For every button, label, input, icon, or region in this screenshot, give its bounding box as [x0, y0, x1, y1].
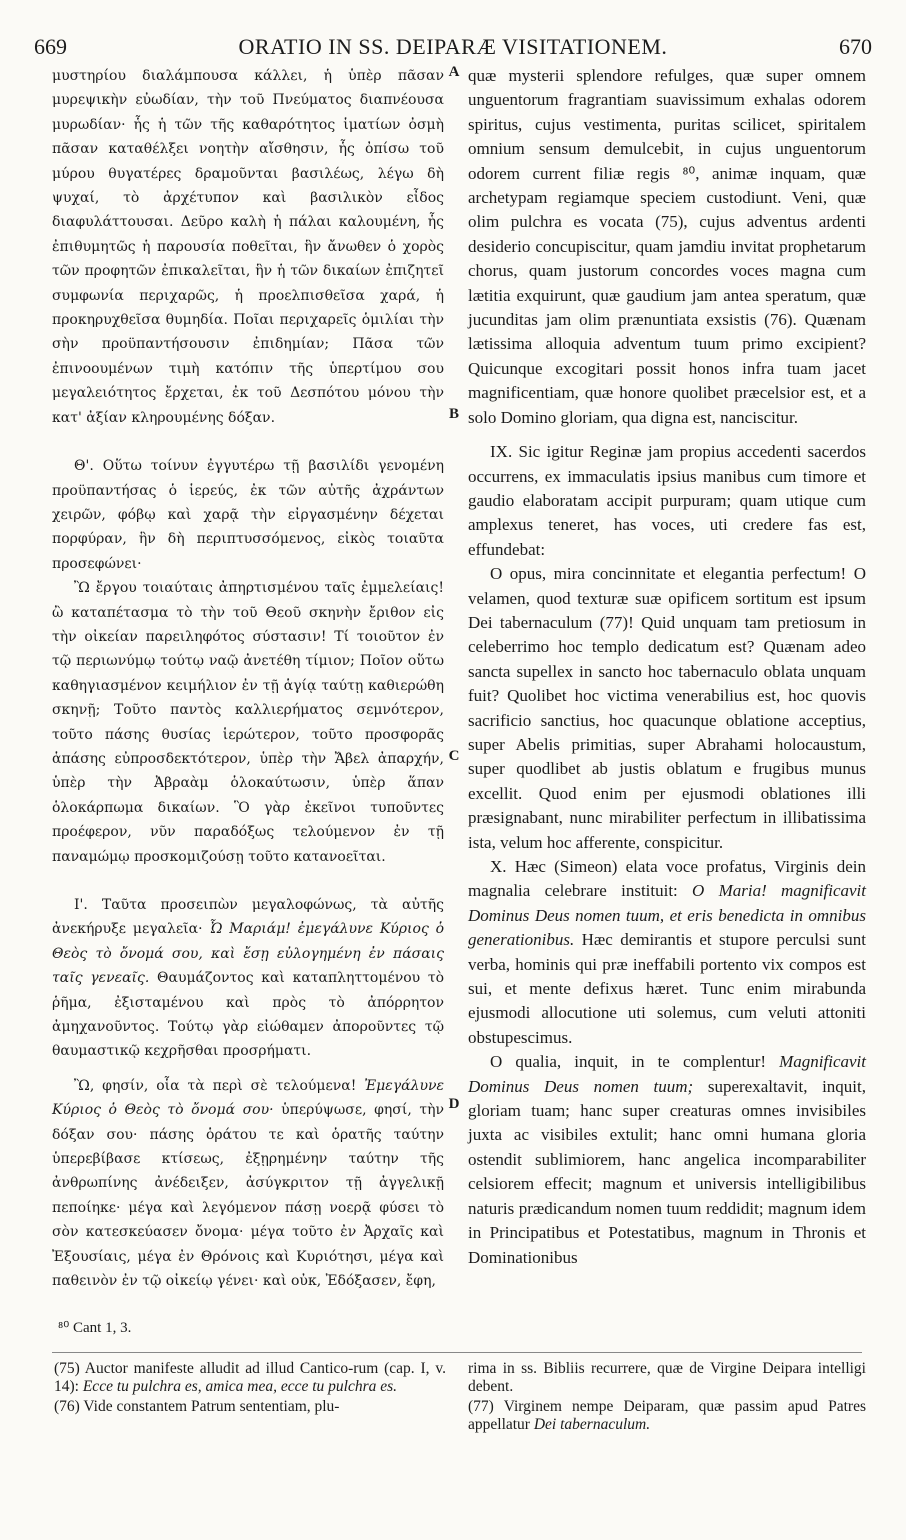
greek-p5-quote: Ἐμεγάλυνε Κύριος ὁ Θεὸς τὸ ὄνομά σου·	[52, 1077, 445, 1119]
page-header	[34, 34, 872, 64]
greek-paragraph-5	[52, 1074, 444, 1294]
footnote-75-quote: Ecce tu pulchra es, amica mea, ecce tu pulchra es.	[82, 1378, 398, 1395]
margin-letter-b: B	[448, 406, 459, 422]
footnote-77-quote: Dei tabernaculum.	[533, 1416, 651, 1433]
latin-p5-rest: superexaltavit, inquit, gloriam tuam; hanc super creaturas omnes invisibiles juxta ac visibiles extulit; hanc omni humana gloria ostendit sublimiorem, hanc angelica incomparabiliter celsiorem effecit; magnum et universis intelligibilibus naturis prædicandum nomen tuum reddidit; magnum idem in Principatibus et Potestatibus, magnum in Thronis et Dominationibus	[468, 1076, 866, 1267]
greek-p4-lead: Ι'. Ταῦτα προσειπὼν μεγαλοφώνως, τὰ αὐτῆς ἀνεκήρυξε μεγαλεῖα·	[52, 897, 444, 938]
footnotes-left	[54, 1360, 446, 1418]
greek-p4-quote: Ὦ Μαριάμ! ἐμεγάλυνε Κύριος ὁ Θεὸς τὸ ὄνομά σου, καὶ ἔσῃ εὐλογημένη ἐν πάσαις ταῖς γενεαῖς.	[52, 921, 445, 987]
latin-paragraph-3: O opus, mira concinnitate et elegantia perfectum! O velamen, quod texturæ suæ opificem sortitum est ipsum Dei tabernaculum (77)! Quid unquam tam pretiosum in celeberrimo hoc templo dedicatum est? Quænam adeo sancta supellex in sancto hoc tabernaculo oblata unquam fuit? Quolibet hoc victima venerabilius est, hoc quovis sacrificio sanctius, hoc quacunque oblatione acceptius, super Abelis primitias, super Abrahami holocaustum, super quodlibet ab justis oblatum e frugibus munus excellit. Quod enim per ejusmodi oblationes illi præsignabant, nunc mirabiliter perfectum in illibatissima ista, velum hoc afferente, conspicitur.	[468, 564, 866, 852]
greek-paragraph-4	[52, 893, 444, 1064]
latin-paragraph-2: IX. Sic igitur Reginæ jam propius accedenti sacerdos occurrens, ex immaculatis ipsius manibus cum timore et gaudio elaboratam accipit purpuram; quam utique cum amplexus teneret, has voces, uti credere fas est, effundebat:	[468, 442, 866, 559]
footnote-77	[468, 1398, 866, 1434]
latin-column	[468, 64, 866, 1270]
greek-paragraph-1: μυστηρίου διαλάμπουσα κάλλει, ἡ ὑπὲρ πᾶσαν μυρεψικὴν εὐωδίαν, τὴν τοῦ Πνεύματος διαπνέουσα μυρωδίαν· ἧς ἡ τῶν τῆς καθαρότητος ἱματίων ὀσμὴ πᾶσαν καταθέλξει νοητὴν αἴσθησιν, ἧς ὀπίσω τοῦ μύρου θυγατέρες δραμοῦνται βασιλέως, λέγω δὴ ψυχαί, τὸ ἀρχέτυπον καὶ βασιλικὸν εἶδος διαφυλάττουσαι. Δεῦρο καλὴ ἡ πάλαι καλουμένη, ἧς ἐπιθυμητῶς ἡ παρουσία ποθεῖται, ἣν ἄνωθεν ὁ χορὸς τῶν προφητῶν ἐπικαλεῖται, ἣν ἡ τῶν δικαίων ἐπιζητεῖ συμφωνία περιχαρῶς, ἡ προελπισθεῖσα χαρά, ἡ προκηρυχθεῖσα θυμηδία. Ποῖαι περιχαρεῖς ὁμιλίαι τὴν σὴν προϋπαντήσουσιν ἐπιδημίαν; Πᾶσα τῶν ἐπινοουμένων τιμὴ κατόπιν τῆς ὑπερτίμου σου μεγαλειότητος ἔρχεται, ἐκ τοῦ Δεσπότου μόνου τὴν κατ' ἀξίαν κληρουμένης δόξαν.	[52, 68, 444, 426]
running-title: ORATIO IN SS. DEIPARÆ VISITATIONEM.	[238, 34, 668, 59]
footnote-75-text: (75) Auctor manifeste alludit ad illud Cantico-rum (cap. I, v. 14):	[54, 1360, 446, 1395]
footnote-76-continued: rima in ss. Bibliis recurrere, quæ de Virgine Deipara intelligi debent.	[468, 1360, 866, 1395]
greek-paragraph-2: Θ'. Οὕτω τοίνυν ἐγγυτέρω τῇ βασιλίδι γενομένη προϋπαντήσας ὁ ἱερεύς, ἐκ τῶν αὐτῆς ἀχράντων χειρῶν, φόβῳ καὶ χαρᾷ τὴν εἰργασμένην δέχεται πορφύραν, ἣν δὴ περιπτυσσόμενος, εἰκὸς τοιαῦτα προσεφώνει·	[52, 458, 444, 572]
scripture-reference: ⁸⁰ Cant 1, 3.	[58, 1320, 132, 1336]
footnote-76: (76) Vide constantem Patrum sententiam, plu-	[54, 1398, 340, 1415]
latin-paragraph-1: quæ mysterii splendore refulges, quæ super omnem unguentorum fragrantiam suavissimum exhalas odorem spiritus, cujus vestimenta, puritas scilicet, spiritalem omnium sensum demulcebit, in cujus unguentorum odorem current filiæ regis ⁸⁰, animæ inquam, quæ archetypam regiamque speciem custodiunt. Veni, quæ olim pulchra es vocata (75), cujus adventus ardenti desiderio concupiscitur, quam jamdiu invitat prophetarum chorus, quam justorum concordes voces magna cum lætitia exquirunt, quæ gaudium jam antea speratum, quæ jucunditas jam olim prænuntiata exsistis (76). Quænam lætissima alloquia adventum tuum primo excipient? Quicunque excogitari possit honos infra tuam jacet magnificentiam, quæ honore quolibet præcelsior est, et a solo Domino gloriam, qua digna est, nanciscitur.	[468, 66, 866, 427]
footnote-divider	[52, 1352, 862, 1353]
latin-p4-lead: X. Hæc (Simeon) elata voce profatus, Virginis dein magnalia celebrare instituit:	[468, 857, 866, 901]
footnotes-right	[468, 1360, 866, 1436]
footnote-75	[54, 1360, 446, 1396]
greek-p5-lead: Ὢ, φησίν, οἷα τὰ περὶ σὲ τελούμενα!	[74, 1077, 357, 1094]
latin-p4-rest: Hæc demirantis et stupore perculsi sunt verba, hominis qui præ ineffabili portento vix compos est sui, et mente defixus hæret. Tunc enim mirabunda ejusmodi allocutione uti solemus, cum veluti attoniti obstupescimus.	[468, 930, 867, 1047]
greek-p4-rest: Θαυμάζοντος καὶ καταπληττομένου τὸ ῥῆμα, ἐξισταμένου καὶ πρὸς τὸ ἀπόρρητον ἀμηχανοῦντος. Τούτῳ γὰρ εἰώθαμεν ἀποροῦντες τῷ θαυμαστικῷ κεχρῆσθαι προσρήματι.	[52, 970, 445, 1060]
latin-p5-lead: O qualia, inquit, in te complentur!	[490, 1052, 767, 1072]
page-number-left: 669	[34, 34, 67, 59]
margin-letter-c: C	[448, 748, 460, 764]
greek-p5-rest: ὑπερύψωσε, φησί, τὴν δόξαν σου· πάσης ὁράτου τε καὶ ὁρατῆς ταύτην ὑπερεβίβασε κτίσεως, ἐξῃρημένην ταύτην τῆς ἀνθρωπίνης ἀνέδειξεν, ἀσύγκριτον τῇ ἀγγελικῇ πεποίηκε· μέγα καὶ λεγόμενον πάσῃ νοερᾷ φύσει τὸ σὸν κατεσκεύασεν ὄνομα· μέγα τοῦτο ἐν Ἀρχαῖς καὶ Ἐξουσίαις, μέγα ἐν Θρόνοις καὶ Κυριότησι, μέγα καὶ παθεινὸν ἐν τῷ οἰκείῳ γένει· καὶ οὐκ, Ἐδόξασεν, ἔφη,	[52, 1102, 444, 1290]
greek-column	[52, 64, 444, 1294]
greek-paragraph-3: Ὢ ἔργου τοιαύταις ἀπηρτισμένου ταῖς ἐμμελείαις! ὢ καταπέτασμα τὸ τὴν τοῦ Θεοῦ σκηνὴν ἔριθον εἰς τὴν οἰκείαν παρειληφότος σύστασιν! Τί τοιοῦτον ἐν τῷ περιωνύμῳ τούτῳ ναῷ ἀνετέθη τίμιον; Ποῖον οὕτω καθηγιασμένον κειμήλιον ἐν τῇ ἁγίᾳ ταύτῃ καθιερώθη σκηνῇ; Τοῦτο παντὸς καλλιερήματος σεμνότερον, τοῦτο πάσης θυσίας ἱερώτερον, τοῦτο προσφορᾶς ἁπάσης εὐπροσδεκτότερον, ὑπὲρ τὴν Ἄβελ ἀπαρχήν, ὑπὲρ τὴν Ἀβραὰμ ὁλοκαύτωσιν, ὑπὲρ ἅπαν ὁλοκάρπωμα δικαίων. Ὃ γὰρ ἐκεῖνοι τυποῦντες προέφερον, νῦν παραδόξως τελούμενον ἐν τῇ παναμώμῳ προσκομιζούσῃ τοῦτο κατανοεῖται.	[52, 580, 444, 865]
footnote-77-text: (77) Virginem nempe Deiparam, quæ passim apud Patres appellatur	[468, 1398, 866, 1433]
latin-p5-quote: Magnificavit Dominus Deus nomen tuum;	[468, 1052, 866, 1096]
latin-paragraph-4	[468, 855, 866, 1050]
margin-letter-a: A	[448, 64, 460, 80]
page-number-right: 670	[839, 34, 872, 59]
latin-p4-quote: O Maria! magnificavit Dominus Deus nomen tuum, et eris benedicta in omnibus generationibus.	[468, 881, 866, 950]
latin-paragraph-5	[468, 1050, 866, 1270]
margin-letter-d: D	[448, 1096, 460, 1112]
